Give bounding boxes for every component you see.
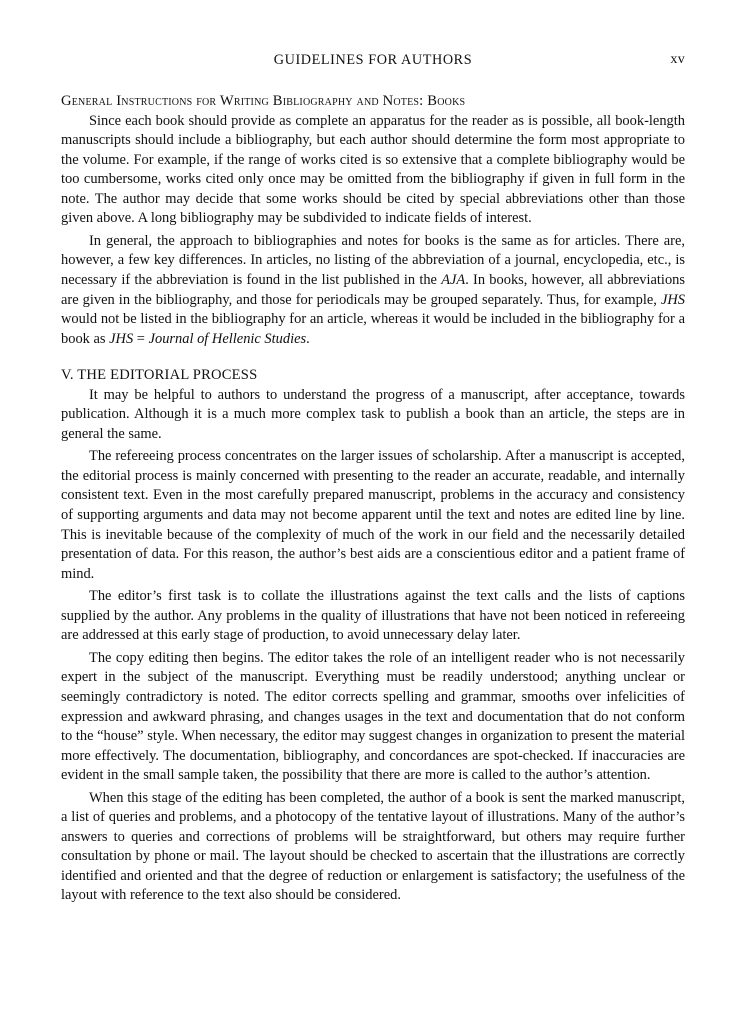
- editorial-section-heading: V. THE EDITORIAL PROCESS: [61, 367, 258, 384]
- page-number: xv: [670, 52, 685, 67]
- books-p2-text-a: In general, the approach to bibliographies and notes for books is the same as for articles. There are, however, a few key differences. In articles, no listing of the abbreviation of a journal, encyclopedia, etc., is necessary if the abbreviation is found in the list published in the: [61, 232, 685, 288]
- books-p2-text-c: would not be listed in the bibliography for an article, whereas it would be included in the bibliography for a book as: [61, 311, 685, 347]
- running-head: [61, 52, 685, 74]
- journal-title: Journal of Hellenic Studies: [148, 330, 307, 347]
- editorial-paragraph-1: It may be helpful to authors to understand the progress of a manuscript, after acceptance, towards publication. Although it is a much more complex task to publish a book than an article, the steps are in general the same.: [61, 386, 685, 442]
- books-p2-text-b: . In books, however, all abbreviations are given in the bibliography, and those for periodicals may be grouped separately. Thus, for example,: [61, 271, 686, 308]
- running-title: GUIDELINES FOR AUTHORS: [273, 52, 473, 68]
- books-p2-end: .: [306, 330, 310, 347]
- document-page: [61, 52, 685, 909]
- editorial-paragraph-4: The copy editing then begins. The editor takes the role of an intelligent reader who is not necessarily expert in the subject of the manuscript. Everything must be readily understood; anything unclear or seemingly contradictory is noted. The editor corrects spelling and grammar, smooths over infelicities of expression and awkward phrasing, and changes usages in the text and documentation that do not conform to the “house” style. When necessary, the editor may suggest changes in organization to present the material more effectively. The documentation, bibliography, and concordances are spot-checked. If inaccuracies are evident in the small sample taken, the possibility that there are more is called to the author’s attention.: [61, 649, 685, 784]
- books-section-heading: General Instructions for Writing Bibliography and Notes: Books: [61, 93, 466, 109]
- books-paragraph-2: [61, 232, 685, 349]
- jhs-abbreviation-1: JHS: [660, 291, 685, 308]
- editorial-paragraph-2: The refereeing process concentrates on the larger issues of scholarship. After a manuscript is accepted, the editorial process is mainly concerned with presenting to the reader an accurate, readable, and internally consistent text. Even in the most carefully prepared manuscript, problems in the accuracy and consistency of supporting arguments and data may not become apparent until the text and notes are edited line by line. This is inevitable because of the complexity of much of the work in our field and the necessarily detailed presentation of data. For this reason, the author’s best aids are a conscientious editor and a patient frame of mind.: [61, 448, 685, 582]
- books-paragraph-1: Since each book should provide as complete an apparatus for the reader as is possible, all book-length manuscripts should include a bibliography, but each author should determine the form most appropriate to the volume. For example, if the range of works cited is so extensive that a complete bibliography would be too cumbersome, works cited only once may be omitted from the bibliography if given in full form in the note. The author may decide that some works should be cited by special abbreviations other than those given above. A long bibliography may be subdivided to indicate fields of interest.: [61, 112, 685, 227]
- equals-sign: =: [133, 330, 149, 347]
- jhs-abbreviation-2: JHS: [109, 330, 134, 347]
- aja-abbreviation: AJA: [441, 271, 466, 288]
- editorial-paragraph-5: When this stage of the editing has been completed, the author of a book is sent the marked manuscript, a list of queries and problems, and a photocopy of the tentative layout of illustrations. Many of the author’s answers to queries and corrections of problems will be straightforward, but others may require further consultation by phone or mail. The layout should be checked to ascertain that the illustrations are correctly identified and oriented and that the degree of reduction or enlargement is satisfactory; the usefulness of the layout with reference to the text also should be considered.: [61, 789, 685, 904]
- editorial-paragraph-3: The editor’s first task is to collate the illustrations against the text calls and the lists of captions supplied by the author. Any problems in the quality of illustrations that have not been noticed in refereeing are addressed at this early stage of production, to avoid unnecessary delay later.: [61, 588, 685, 644]
